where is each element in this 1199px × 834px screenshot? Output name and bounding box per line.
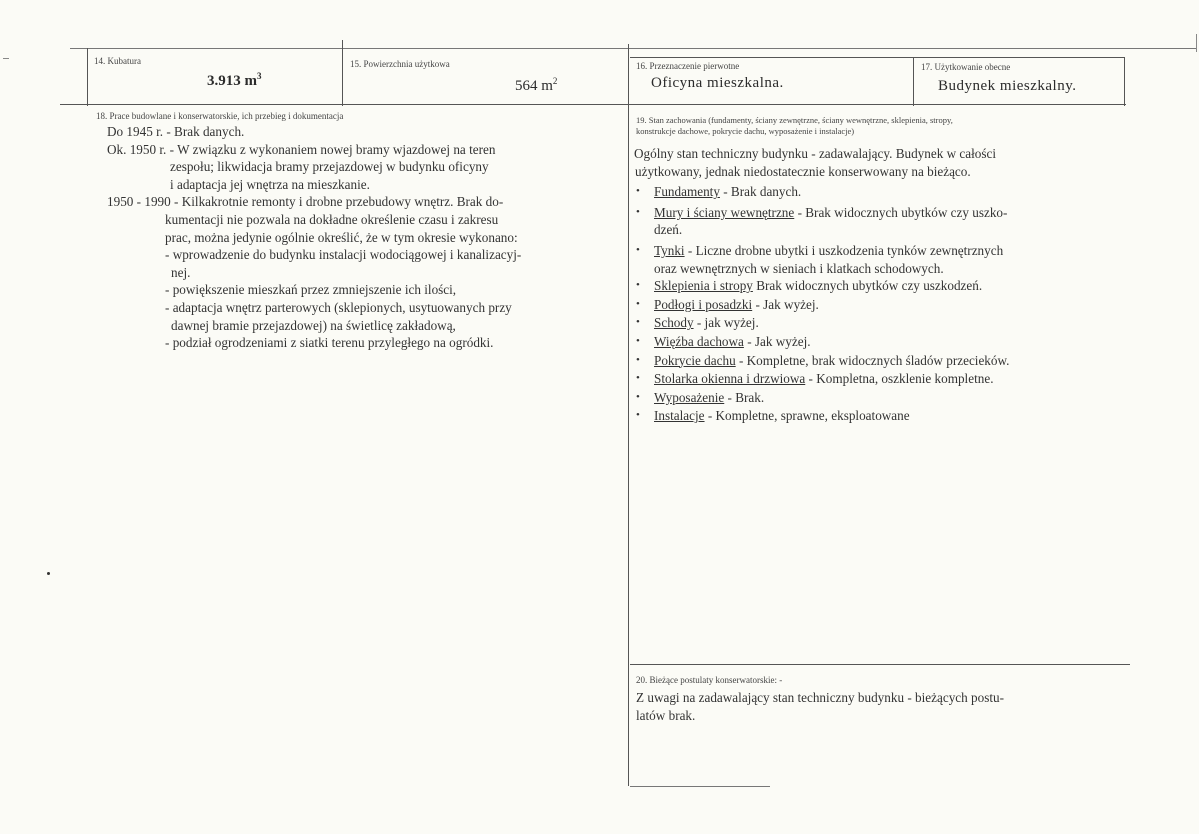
bullet-icon: • (636, 390, 640, 403)
top-rule-right (630, 57, 1125, 58)
condition-item (634, 277, 1124, 295)
bullet-icon: • (636, 353, 640, 366)
field15-value-sup: 2 (552, 76, 558, 86)
field20-line: Z uwagi na zadawalający stan techniczny budynku - bieżących postu- (636, 690, 1005, 705)
field19-label-line: konstrukcje dachowe, pokrycie dachu, wyposażenie i instalacje) (636, 126, 855, 136)
scan-speck (47, 572, 50, 575)
bullet-icon: • (636, 205, 640, 218)
bullet-icon: • (636, 334, 640, 347)
condition-term: Fundamenty (654, 184, 720, 200)
divider-16-17 (913, 58, 914, 106)
field14-label: 14. Kubatura (94, 56, 141, 66)
condition-item (634, 370, 1124, 388)
field19-label (636, 115, 953, 137)
condition-text: - Jak wyżej. (752, 296, 819, 312)
field14-value-sup: 3 (257, 71, 262, 81)
right-edge-rule (1124, 58, 1125, 106)
condition-term: Tynki (654, 242, 685, 258)
condition-item (634, 352, 1124, 370)
field18-line: Ok. 1950 r. - W związku z wykonaniem nowej bramy wjazdowej na teren (107, 141, 496, 157)
main-column-divider (628, 44, 629, 786)
bullet-icon: • (636, 243, 640, 256)
condition-term: Wyposażenie (654, 389, 725, 405)
field18-label: 18. Prace budowlane i konserwatorskie, ich przebieg i dokumentacja (96, 111, 344, 121)
condition-item (634, 204, 1124, 239)
field17-label: 17. Użytkowanie obecne (921, 62, 1011, 72)
bullet-icon: • (636, 279, 640, 292)
field20-text (636, 689, 1126, 724)
field14-value-text: 3.913 m (207, 73, 257, 89)
field19-condition-list (634, 183, 1124, 425)
condition-item (634, 333, 1124, 351)
condition-item (634, 183, 1124, 201)
field18-line: - wprowadzenie do budynku instalacji wodociągowej i kanalizacyj- (165, 247, 522, 263)
field18-line: kumentacji nie pozwala na dokładne określenie czasu i zakresu (165, 211, 499, 227)
condition-text: Brak widocznych ubytków czy uszkodzeń. (752, 278, 983, 294)
condition-text: - Brak danych. (719, 184, 802, 200)
condition-term: Pokrycie dachu (654, 352, 736, 368)
field18-line: nej. (171, 264, 191, 280)
bullet-icon: • (636, 185, 640, 198)
field18-line: 1950 - 1990 - Kilkakrotnie remonty i drobne przebudowy wnętrz. Brak do- (107, 194, 504, 210)
field16-label: 16. Przeznaczenie pierwotne (636, 61, 740, 71)
bullet-icon: • (636, 409, 640, 422)
field18-text (107, 123, 622, 352)
condition-term: Więźba dachowa (654, 333, 744, 349)
field18-line: - adaptacja wnętrz parterowych (sklepionych, usytuowanych przy (165, 299, 512, 315)
condition-item (634, 407, 1124, 425)
header-row-bottom-rule (60, 104, 1126, 105)
field19-intro-line: użytkowany, jednak niedostatecznie konserwowany na bieżąco. (635, 163, 971, 179)
condition-term: Podłogi i posadzki (654, 296, 753, 312)
condition-text: - Liczne drobne ubytki i uszkodzenia tynków zewnętrznych (684, 242, 1004, 258)
field15-value-text: 564 m (515, 78, 553, 94)
field15-value (515, 76, 557, 95)
field18-line: i adaptacja jej wnętrza na mieszkanie. (170, 176, 370, 192)
condition-text: - Brak. (724, 389, 765, 405)
field17-value: Budynek mieszkalny. (938, 78, 1077, 94)
bullet-icon: • (636, 297, 640, 310)
field14-value (207, 71, 262, 90)
condition-text: - Kompletna, oszklenie kompletne. (805, 371, 994, 387)
condition-text: - jak wyżej. (693, 315, 759, 331)
field16-value: Oficyna mieszkalna. (651, 75, 784, 91)
field15-label: 15. Powierzchnia użytkowa (350, 59, 450, 69)
condition-term: Schody (654, 315, 694, 331)
bottom-rule (630, 786, 770, 787)
top-rule (70, 48, 1196, 49)
field19-intro-line: Ogólny stan techniczny budynku - zadawalający. Budynek w całości (634, 146, 997, 161)
field18-line: - powiększenie mieszkań przez zmniejszenie ich ilości, (165, 282, 457, 298)
field19-label-line: 19. Stan zachowania (fundamenty, ściany zewnętrzne, ściany wewnętrzne, sklepienia, stropy, (636, 115, 953, 125)
condition-item (634, 389, 1124, 407)
scan-speck (3, 58, 9, 59)
field18-line: zespołu; likwidacja bramy przejazdowej w budynku oficyny (170, 159, 489, 175)
condition-text: - Kompletne, sprawne, eksploatowane (704, 408, 910, 424)
condition-text-cont: dzeń. (654, 222, 683, 238)
field18-line: prac, można jedynie ogólnie określić, że w tym okresie wykonano: (165, 229, 518, 245)
field18-line: - podział ogrodzeniami z siatki terenu przyległego na ogródki. (165, 335, 494, 351)
condition-text-cont: oraz wewnętrznych w sieniach i klatkach schodowych. (654, 260, 944, 276)
divider-14-15 (342, 40, 343, 106)
condition-term: Instalacje (654, 408, 705, 424)
condition-text: - Jak wyżej. (743, 333, 811, 349)
condition-term: Stolarka okienna i drzwiowa (654, 371, 806, 387)
condition-item (634, 242, 1124, 277)
bullet-icon: • (636, 316, 640, 329)
condition-item (634, 296, 1124, 314)
condition-item (634, 314, 1124, 332)
field19-text (634, 145, 1124, 425)
condition-text: - Brak widocznych ubytków czy uszko- (794, 204, 1008, 220)
field20-label: 20. Bieżące postulaty konserwatorskie: - (636, 675, 783, 685)
field18-line: dawnej bramie przejazdowej) na świetlicę zakładową, (171, 317, 456, 333)
left-edge-rule (87, 48, 88, 106)
bullet-icon: • (636, 372, 640, 385)
far-right-rule (1196, 34, 1197, 52)
field20-line: latów brak. (636, 707, 696, 723)
field20-top-rule (630, 664, 1130, 665)
condition-term: Sklepienia i stropy (654, 278, 753, 294)
field18-line: Do 1945 r. - Brak danych. (107, 124, 245, 139)
condition-term: Mury i ściany wewnętrzne (654, 204, 795, 220)
condition-text: - Kompletne, brak widocznych śladów przecieków. (735, 352, 1010, 368)
